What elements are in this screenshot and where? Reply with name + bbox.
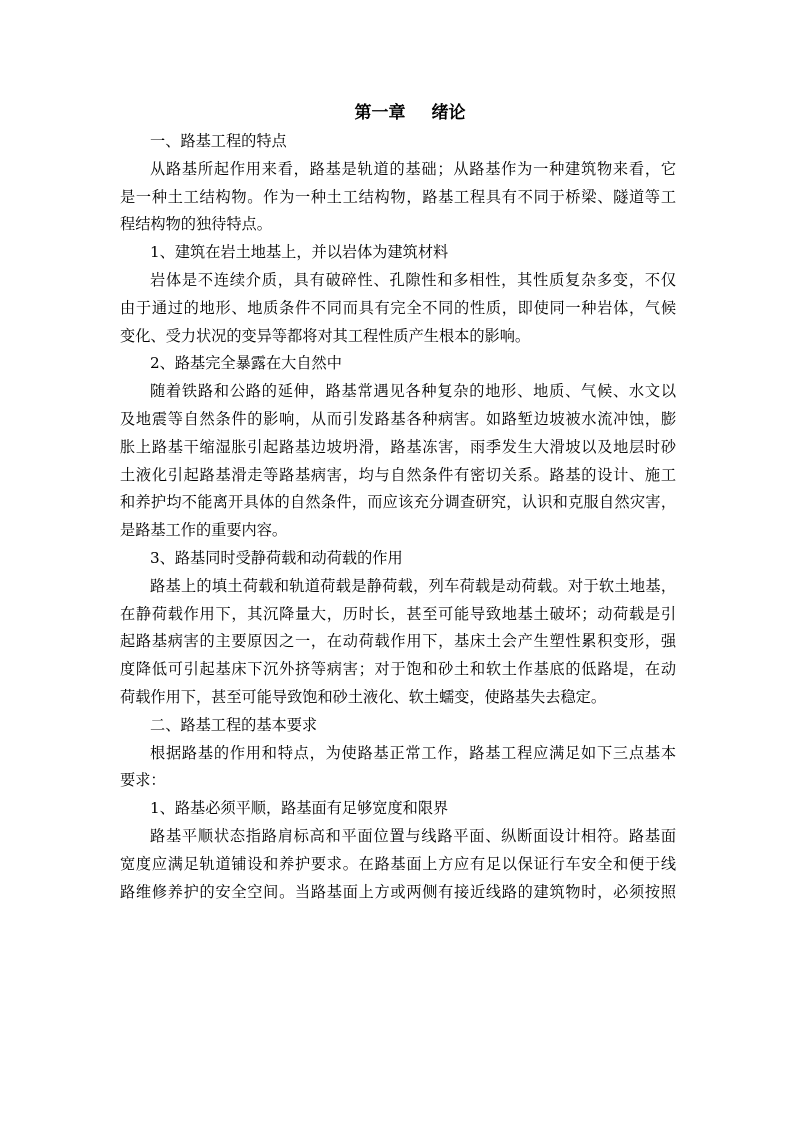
chapter-number: 第一章 <box>354 103 406 123</box>
body-text <box>120 128 676 906</box>
paragraph-line: 路维修养护的安全空间。当路基面上方或两侧有接近线路的建筑物时，必须按照 <box>120 882 676 901</box>
section-heading: 1、路基必须平顺，路基面有足够宽度和限界 <box>150 799 449 818</box>
paragraph-line: 程结构物的独待特点。 <box>120 215 272 234</box>
paragraph-line: 宽度应满足轨道铺设和养护要求。在路基面上方应有足以保证行车安全和便于线 <box>120 854 676 873</box>
section-heading: 2、路基完全暴露在大自然中 <box>150 354 342 373</box>
paragraph-line: 路基平顺状态指路肩标高和平面位置与线路平面、纵断面设计相符。路基面 <box>150 826 676 845</box>
paragraph-line: 要求： <box>120 771 166 790</box>
paragraph-line: 随着铁路和公路的延伸，路基常遇见各种复杂的地形、地质、气候、水文以 <box>150 382 676 401</box>
paragraph-line: 根据路基的作用和特点，为使路基正常工作，路基工程应满足如下三点基本 <box>150 743 676 762</box>
section-heading: 1、建筑在岩土地基上，并以岩体为建筑材料 <box>150 243 449 262</box>
paragraph-line: 胀上路基干缩湿胀引起路基边坡坍滑，路基冻害，雨季发生大滑坡以及地层时砂 <box>120 437 676 456</box>
section-heading: 一、路基工程的特点 <box>150 132 287 150</box>
paragraph-line: 由于通过的地形、地质条件不同而具有完全不同的性质，即使同一种岩体，气候 <box>120 298 676 317</box>
paragraph-line: 变化、受力状况的变异等都将对其工程性质产生根本的影响。 <box>120 326 531 345</box>
chapter-name: 绪论 <box>431 103 466 123</box>
section-heading: 3、路基同时受静荷载和动荷载的作用 <box>150 548 403 567</box>
paragraph-line: 是一种土工结构物。作为一种土工结构物，路基工程具有不同于桥梁、隧道等工 <box>120 187 676 206</box>
paragraph-line: 土液化引起路基滑走等路基病害，均与自然条件有密切关系。路基的设计、施工 <box>120 465 676 484</box>
paragraph-line: 荷载作用下，甚至可能导致饱和砂土液化、软土蠕变，使路基失去稳定。 <box>120 687 606 706</box>
paragraph-line: 度降低可引起基床下沉外挤等病害；对于饱和砂土和软土作基底的低路堤，在动 <box>120 660 676 679</box>
paragraph-line: 和养护均不能离开具体的自然条件，而应该充分调查研究，认识和克服自然灾害， <box>120 493 676 512</box>
paragraph-line: 及地震等自然条件的影响，从而引发路基各种病害。如路堑边坡被水流冲蚀，膨 <box>120 409 676 428</box>
chapter-title <box>120 100 676 126</box>
paragraph-line: 路基上的填土荷载和轨道荷载是静荷载，列车荷载是动荷载。对于软土地基， <box>150 576 676 595</box>
paragraph-line: 岩体是不连续介质，具有破碎性、孔隙性和多相性，其性质复杂多变，不仅 <box>150 270 676 289</box>
paragraph-line: 在静荷载作用下，其沉降量大，历时长，甚至可能导致地基土破坏；动荷载是引 <box>120 604 676 623</box>
paragraph-line: 是路基工作的重要内容。 <box>120 521 288 540</box>
document-page <box>120 100 676 906</box>
paragraph-line: 起路基病害的主要原因之一，在动荷载作用下，基床土会产生塑性累积变形，强 <box>120 632 676 651</box>
paragraph-line: 从路基所起作用来看，路基是轨道的基础；从路基作为一种建筑物来看，它 <box>150 159 676 178</box>
section-heading: 二、路基工程的基本要求 <box>150 715 318 734</box>
